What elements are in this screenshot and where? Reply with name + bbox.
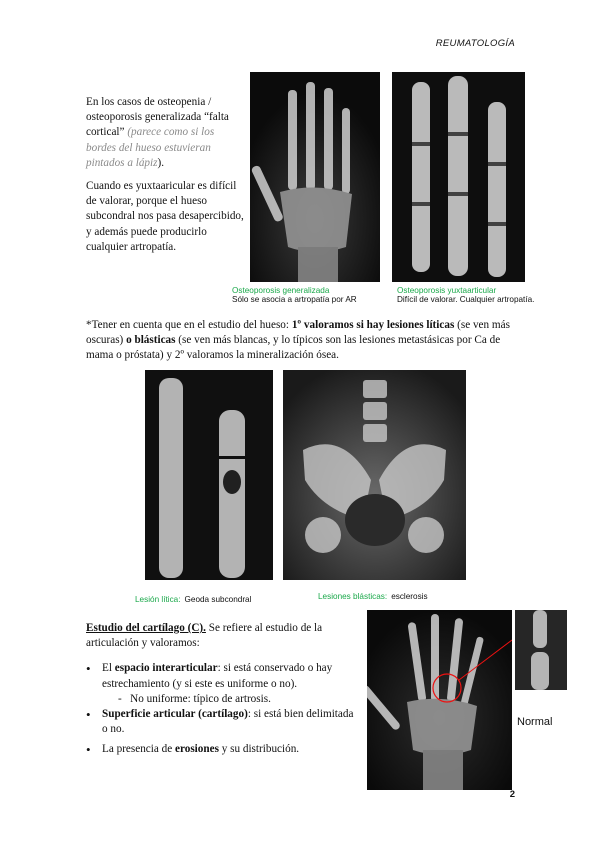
caption-lytic-title: Lesión lítica:: [135, 595, 181, 604]
list-item: [86, 661, 361, 707]
intro-p1-end: ).: [157, 156, 165, 169]
intro-p1-text: En los casos de osteopenia / osteoporosis generalizada: [86, 96, 212, 124]
note-text-a: *Tener en cuenta que en el estudio del hueso:: [86, 319, 292, 331]
item-bold: erosiones: [175, 743, 219, 756]
list-item: [86, 707, 361, 737]
normal-hand-xray-image: [367, 610, 512, 790]
section-header: REUMATOLOGÍA: [435, 38, 515, 49]
bone-study-note: [86, 318, 512, 364]
zoom-inset-image: [515, 610, 567, 690]
intro-paragraph-1: [86, 95, 246, 171]
page-number: 2: [509, 789, 515, 800]
cartilage-intro: [86, 621, 361, 651]
caption-blastic: [318, 586, 428, 604]
hand-xray-image: [250, 72, 380, 282]
list-item: [86, 742, 361, 757]
item-post: : si está conservado o hay estrechamiento (y si este es uniforme o no).: [102, 662, 333, 690]
caption-lytic-desc: Geoda subcondral: [184, 595, 252, 604]
item-post: : si está bien delimitada o no.: [102, 708, 354, 736]
intro-text: [86, 95, 246, 255]
cartilage-title: Estudio del cartílago (C).: [86, 622, 206, 634]
xray-normal-hand: [367, 610, 512, 790]
caption-blastic-title: Lesiones blásticas:: [318, 592, 388, 601]
caption-juxtaarticular-title: Osteoporosis yuxtaarticular: [397, 286, 497, 295]
note-text-e: (se ven más blancas, y lo típicos son las lesiones metastásicas por Ca de mama o próstata) y 2º valoramos la mineralización ósea.: [86, 334, 501, 362]
item-bold: Superficie articular (cartílago): [102, 708, 248, 721]
item-bold: espacio interarticular: [114, 662, 218, 675]
note-bold-liticas: 1º valoramos si hay lesiones líticas: [291, 319, 455, 331]
caption-generalized-title: Osteoporosis generalizada: [232, 286, 330, 295]
caption-juxtaarticular: [397, 286, 567, 304]
intro-p1-quote: “falta cortical”: [86, 111, 229, 139]
intro-p1-gray: (parece como si los bordes del hueso estuvieran pintados a lápiz: [86, 126, 215, 169]
subitem-text: No uniforme: típico de artrosis.: [130, 692, 271, 705]
xray-lytic-lesion: [145, 370, 273, 580]
intro-paragraph-2: Cuando es yuxtaaricular es difícil de valorar, porque el hueso subcondral nos pasa desapercibido, y además puede producirlo cualquier artropatía.: [86, 180, 244, 253]
pelvis-xray-image: [283, 370, 466, 580]
xray-juxtaarticular-osteoporosis: [392, 72, 525, 282]
item-post: y su distribución.: [218, 743, 300, 756]
list-subitem: - No uniforme: típico de artrosis.: [118, 692, 271, 705]
cartilage-section: [86, 621, 361, 758]
note-text-c: (se ven más oscuras): [86, 319, 510, 347]
lytic-xray-image: [145, 370, 273, 580]
caption-generalized: [232, 286, 387, 304]
caption-generalized-desc: Sólo se asocia a artropatía por AR: [232, 295, 357, 304]
xray-zoom-inset: [515, 610, 567, 690]
item-pre: El: [102, 662, 115, 675]
fingers-xray-image: [392, 72, 525, 282]
item-pre: La presencia de: [102, 743, 175, 756]
cartilage-intro-text: Se refiere al estudio de la articulación y valoramos:: [86, 622, 323, 650]
caption-juxtaarticular-desc: Difícil de valorar. Cualquier artropatía.: [397, 295, 535, 304]
caption-lytic: [135, 589, 251, 607]
normal-label: Normal: [517, 716, 553, 728]
note-bold-blasticas: o blásticas: [126, 334, 176, 347]
xray-blastic-lesions: [283, 370, 466, 580]
caption-blastic-desc: esclerosis: [391, 592, 428, 601]
xray-generalized-osteoporosis: [250, 72, 380, 282]
cartilage-list: [86, 661, 361, 757]
